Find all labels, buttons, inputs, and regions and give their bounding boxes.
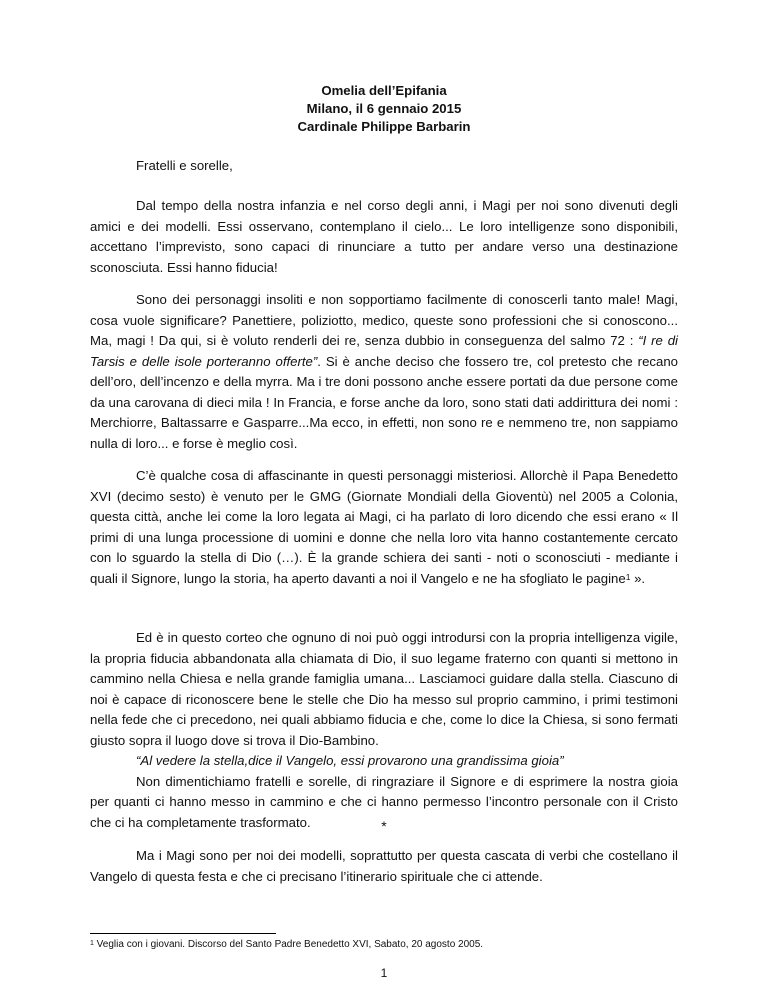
paragraph-6 <box>90 846 678 887</box>
footnote-number: 1 <box>90 940 94 947</box>
page-number: 1 <box>380 966 388 980</box>
paragraph-2 <box>90 290 678 454</box>
gospel-quote-text: “Al vedere la stella,dice il Vangelo, essi provarono una grandissima gioia” <box>136 753 564 768</box>
homily-title: Omelia dell’Epifania <box>321 83 447 98</box>
paragraph-4 <box>90 628 678 833</box>
paragraph-1-text: Dal tempo della nostra infanzia e nel corso degli anni, i Magi per noi sono divenuti degli amici e dei modelli. Essi osservano, contemplano il cielo... Le loro intelligenze sono disponibili, accettano l’imprevisto, sono capaci di rinunciare a tutto per andare verso una destinazione sconosciuta. Essi hanno fiducia! <box>90 198 678 275</box>
paragraph-6-text: Ma i Magi sono per noi dei modelli, soprattutto per questa cascata di verbi che costellano il Vangelo di questa festa e che ci precisano l’itinerario spirituale che ci attende. <box>90 848 678 884</box>
place-date: Milano, il 6 gennaio 2015 <box>306 101 462 116</box>
paragraph-3-main: C’è qualche cosa di affascinante in questi personaggi misteriosi. Allorchè il Papa Benedetto XVI (decimo sesto) è venuto per le GMG (Giornate Mondiali della Gioventù) nel 2005 a Colonia, questa città, anche lei come la loro legata ai Magi, ci ha parlato di loro dicendo che essi erano « Il primi di una lunga processione di uomini e donne che nella loro vita hanno costantemente cercato con lo sguardo la stella di Dio (…). È la grande schiera dei santi - noti o sconosciuti - mediante i quali il Signore, lungo la storia, ha aperto davanti a noi il Vangelo e ne ha sfogliato le pagine <box>90 468 678 586</box>
greeting-block <box>90 156 678 177</box>
document-header <box>0 82 768 136</box>
author: Cardinale Philippe Barbarin <box>297 119 471 134</box>
footnote-reference: 1 <box>625 571 631 582</box>
psalm-quote: “I re di Tarsis e delle isole porteranno offerte” <box>90 333 678 369</box>
footnote-text: Veglia con i giovani. Discorso del Santo Padre Benedetto XVI, Sabato, 20 agosto 2005. <box>93 939 484 950</box>
paragraph-2-part-b: . Si è anche deciso che fossero tre, col pretesto che recano dell’oro, dell’incenzo e della myrra. Ma i tre doni possono anche essere portati da due persone come da una carovana di dieci mila ! In Francia, e forse anche da loro, sono stati dati addirittura dei nomi : Merchiorre, Baltassarre e Gasparre...Ma ecco, in effetti, non sono re e nemmeno tre, non sappiamo nulla di loro... e forse è meglio così. <box>90 353 679 451</box>
paragraph-2-part-a: Sono dei personaggi insoliti e non sopportiamo facilmente di conoscerli tanto male! Magi, cosa vuole significare? Panettiere, poliziotto, medico, queste sono professioni che si conoscono... Ma, magi ! Da qui, si è voluto renderli dei re, senza dubbio in conseguenza del salmo 72 : <box>90 292 678 348</box>
greeting: Fratelli e sorelle, <box>136 158 233 173</box>
gospel-quote <box>90 751 678 772</box>
footnote-divider <box>90 933 276 934</box>
paragraph-3-text <box>90 466 678 589</box>
footnote <box>90 938 483 951</box>
paragraph-3-end: ». <box>630 570 646 586</box>
section-separator: * <box>381 818 387 834</box>
paragraph-4-text: Ed è in questo corteo che ognuno di noi può oggi introdursi con la propria intelligenza vigile, la propria fiducia abbandonata alla chiamata di Dio, il suo legame fraterno con quanti si mettono in cammino nella Chiesa e nella grande famiglia umana... Lasciamoci guidare dalla stella. Ciascuno di noi è capace di riconoscere bene le stelle che Dio ha messo sul proprio cammino, i primi testimoni nella fede che ci precedono, nei quali abbiamo fiducia e che, come lo dice la Chiesa, si sono fermati giusto sopra il luogo dove si trova il Dio-Bambino. <box>90 630 678 748</box>
paragraph-1 <box>90 196 678 278</box>
paragraph-5-text: Non dimentichiamo fratelli e sorelle, di ringraziare il Signore e di esprimere la nostra gioia per quanti ci hanno messo in cammino e che ci hanno permesso l’incontro personale con il Cristo che ci ha completamente trasformato. <box>90 773 678 830</box>
paragraph-3 <box>90 466 678 589</box>
paragraph-2-text <box>90 290 678 454</box>
